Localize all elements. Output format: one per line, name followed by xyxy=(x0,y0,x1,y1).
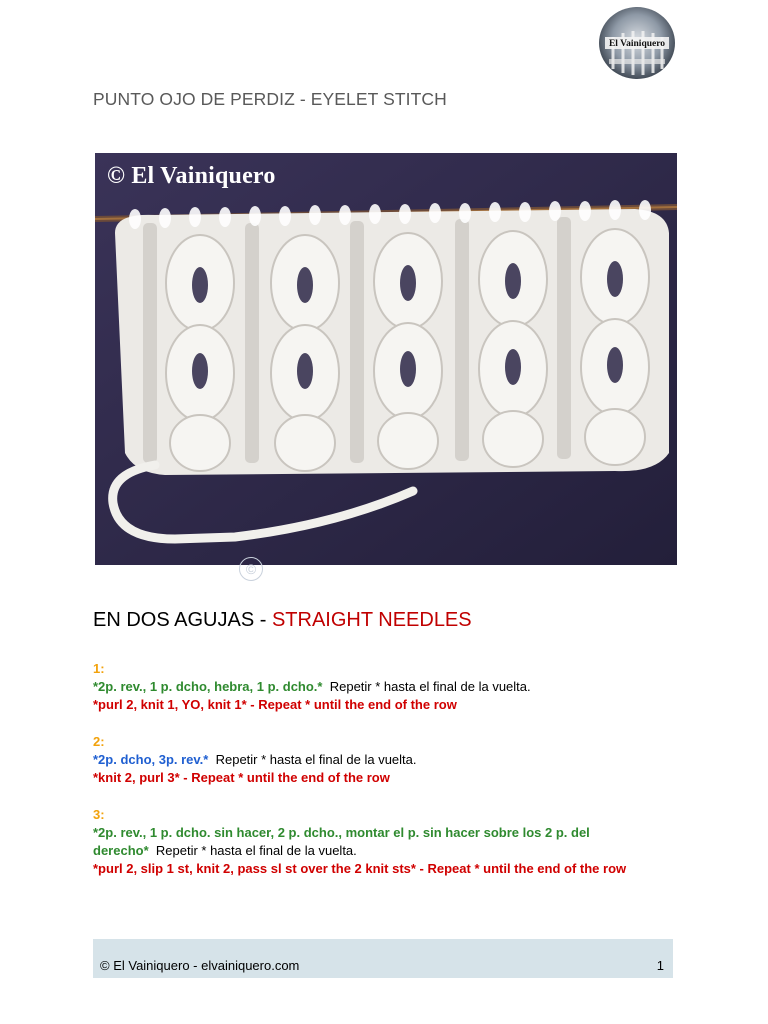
row-number: 1: xyxy=(93,661,105,676)
section-heading-en: STRAIGHT NEEDLES xyxy=(271,609,472,631)
row-pattern-en: *knit 2, purl 3* - Repeat * until the end of the row xyxy=(93,770,390,786)
row-number: 2: xyxy=(93,733,105,749)
row-pattern-es: *2p. dcho, 3p. rev.* xyxy=(93,752,209,767)
row-repeat-es: Repetir * hasta el final de la vuelta. xyxy=(155,843,357,858)
row-pattern-en: *purl 2, slip 1 st, knit 2, pass sl st over the 2 knit sts* - Repeat * until the end of the row xyxy=(93,861,627,877)
page-footer xyxy=(93,939,673,978)
row-spanish-line xyxy=(93,842,693,860)
row-pattern-es: *2p. rev., 1 p. dcho, hebra, 1 p. dcho.* xyxy=(93,679,323,695)
row-spanish-line xyxy=(93,751,693,769)
section-heading xyxy=(93,609,472,632)
copyright-watermark-icon: © xyxy=(239,557,263,581)
footer-text: © El Vainiquero - elvainiquero.com xyxy=(100,958,300,973)
pattern-row xyxy=(93,806,693,879)
brand-logo xyxy=(599,7,675,79)
row-pattern-en: *purl 2, knit 1, YO, knit 1* - Repeat * until the end of the row xyxy=(93,697,457,713)
knit-swatch-illustration xyxy=(95,153,677,565)
row-pattern-es-line1: *2p. rev., 1 p. dcho. sin hacer, 2 p. dcho., montar el p. sin hacer sobre los 2 p. del xyxy=(93,824,590,840)
knitting-photo xyxy=(95,153,677,565)
row-pattern-es-line2: derecho* xyxy=(93,843,149,858)
row-repeat-es: Repetir * hasta el final de la vuelta. xyxy=(215,752,417,767)
pattern-row xyxy=(93,660,693,715)
row-number: 3: xyxy=(93,806,105,822)
row-spanish-line xyxy=(93,678,693,696)
section-heading-es: EN DOS AGUJAS - xyxy=(93,609,272,631)
logo-text: El Vainiquero xyxy=(608,39,666,49)
pattern-row xyxy=(93,733,693,788)
photo-caption: © El Vainiquero xyxy=(107,163,276,189)
row-repeat-es: Repetir * hasta el final de la vuelta. xyxy=(329,679,531,695)
pattern-rows xyxy=(93,660,693,897)
page-title: PUNTO OJO DE PERDIZ - EYELET STITCH xyxy=(93,89,447,109)
page-number: 1 xyxy=(656,958,664,973)
